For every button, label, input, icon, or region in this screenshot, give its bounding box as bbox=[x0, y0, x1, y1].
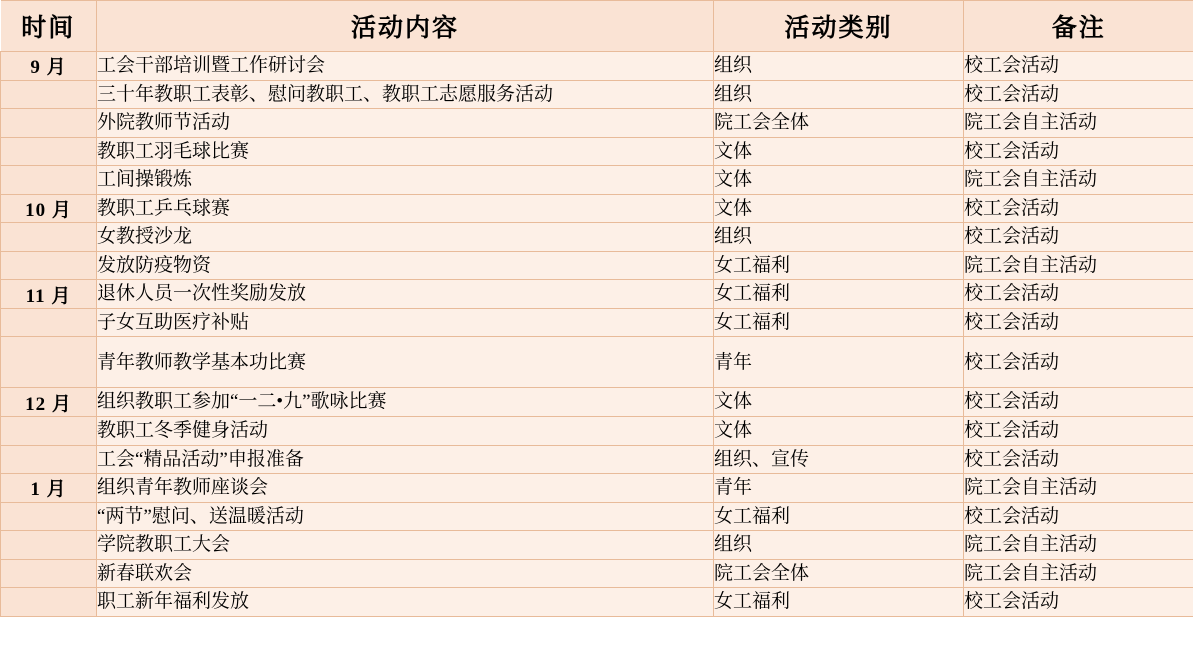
activity-category-cell: 女工福利 bbox=[714, 308, 964, 337]
activity-content-cell: 教职工乒乓球赛 bbox=[97, 194, 714, 223]
column-header-content: 活动内容 bbox=[97, 1, 714, 52]
table-row bbox=[1, 388, 1193, 417]
table-row bbox=[1, 559, 1193, 588]
activity-category-cell: 女工福利 bbox=[714, 251, 964, 280]
activity-category-cell: 女工福利 bbox=[714, 502, 964, 531]
activity-category-cell: 文体 bbox=[714, 137, 964, 166]
month-cell: 1 月 bbox=[1, 474, 97, 503]
activity-note-cell: 院工会自主活动 bbox=[964, 109, 1193, 138]
activity-category-cell: 组织 bbox=[714, 52, 964, 81]
activity-note-cell: 校工会活动 bbox=[964, 502, 1193, 531]
activity-note-cell: 校工会活动 bbox=[964, 417, 1193, 446]
activity-category-cell: 院工会全体 bbox=[714, 559, 964, 588]
activity-category-cell: 院工会全体 bbox=[714, 109, 964, 138]
activity-note-cell: 校工会活动 bbox=[964, 280, 1193, 309]
activity-note-cell: 院工会自主活动 bbox=[964, 559, 1193, 588]
activity-note-cell: 院工会自主活动 bbox=[964, 251, 1193, 280]
month-cell-empty bbox=[1, 251, 97, 280]
table-row bbox=[1, 337, 1193, 388]
month-cell: 10 月 bbox=[1, 194, 97, 223]
month-cell-empty bbox=[1, 588, 97, 617]
activity-category-cell: 女工福利 bbox=[714, 280, 964, 309]
activity-note-cell: 校工会活动 bbox=[964, 588, 1193, 617]
activity-category-cell: 女工福利 bbox=[714, 588, 964, 617]
table-row bbox=[1, 417, 1193, 446]
table-row bbox=[1, 308, 1193, 337]
table-row bbox=[1, 588, 1193, 617]
header-row bbox=[1, 1, 1193, 52]
table-body bbox=[1, 52, 1193, 617]
activity-content-cell: 工会“精品活动”申报准备 bbox=[97, 445, 714, 474]
month-cell-empty bbox=[1, 166, 97, 195]
month-cell-empty bbox=[1, 417, 97, 446]
table-header bbox=[1, 1, 1193, 52]
table-row bbox=[1, 80, 1193, 109]
month-cell: 12 月 bbox=[1, 388, 97, 417]
activity-note-cell: 校工会活动 bbox=[964, 52, 1193, 81]
activity-content-cell: 外院教师节活动 bbox=[97, 109, 714, 138]
activity-note-cell: 校工会活动 bbox=[964, 223, 1193, 252]
activity-content-cell: 教职工羽毛球比赛 bbox=[97, 137, 714, 166]
month-cell-empty bbox=[1, 137, 97, 166]
month-cell-empty bbox=[1, 502, 97, 531]
activity-category-cell: 组织 bbox=[714, 223, 964, 252]
activity-content-cell: 退休人员一次性奖励发放 bbox=[97, 280, 714, 309]
table-row bbox=[1, 194, 1193, 223]
activity-category-cell: 组织、宣传 bbox=[714, 445, 964, 474]
activity-note-cell: 校工会活动 bbox=[964, 337, 1193, 388]
activity-category-cell: 文体 bbox=[714, 417, 964, 446]
activity-content-cell: 教职工冬季健身活动 bbox=[97, 417, 714, 446]
month-cell-empty bbox=[1, 80, 97, 109]
column-header-note: 备注 bbox=[964, 1, 1193, 52]
table-row bbox=[1, 251, 1193, 280]
activity-category-cell: 文体 bbox=[714, 166, 964, 195]
column-header-category: 活动类别 bbox=[714, 1, 964, 52]
table-row bbox=[1, 223, 1193, 252]
column-header-month: 时间 bbox=[1, 1, 97, 52]
activity-content-cell: 学院教职工大会 bbox=[97, 531, 714, 560]
activity-note-cell: 校工会活动 bbox=[964, 308, 1193, 337]
activity-content-cell: 发放防疫物资 bbox=[97, 251, 714, 280]
activity-content-cell: “两节”慰问、送温暖活动 bbox=[97, 502, 714, 531]
activity-note-cell: 院工会自主活动 bbox=[964, 166, 1193, 195]
activity-note-cell: 校工会活动 bbox=[964, 388, 1193, 417]
activity-content-cell: 青年教师教学基本功比赛 bbox=[97, 337, 714, 388]
activity-content-cell: 子女互助医疗补贴 bbox=[97, 308, 714, 337]
month-cell-empty bbox=[1, 109, 97, 138]
activity-content-cell: 组织教职工参加“一二•九”歌咏比赛 bbox=[97, 388, 714, 417]
month-cell-empty bbox=[1, 337, 97, 388]
activity-note-cell: 院工会自主活动 bbox=[964, 531, 1193, 560]
activity-content-cell: 职工新年福利发放 bbox=[97, 588, 714, 617]
activity-category-cell: 文体 bbox=[714, 388, 964, 417]
month-cell: 9 月 bbox=[1, 52, 97, 81]
activity-content-cell: 新春联欢会 bbox=[97, 559, 714, 588]
activity-category-cell: 文体 bbox=[714, 194, 964, 223]
month-cell-empty bbox=[1, 445, 97, 474]
activity-note-cell: 校工会活动 bbox=[964, 137, 1193, 166]
activity-category-cell: 青年 bbox=[714, 337, 964, 388]
table-row bbox=[1, 52, 1193, 81]
activity-category-cell: 组织 bbox=[714, 531, 964, 560]
table-row bbox=[1, 531, 1193, 560]
activity-content-cell: 工会干部培训暨工作研讨会 bbox=[97, 52, 714, 81]
table-row bbox=[1, 137, 1193, 166]
activity-note-cell: 院工会自主活动 bbox=[964, 474, 1193, 503]
activity-content-cell: 三十年教职工表彰、慰问教职工、教职工志愿服务活动 bbox=[97, 80, 714, 109]
month-cell-empty bbox=[1, 559, 97, 588]
activity-category-cell: 组织 bbox=[714, 80, 964, 109]
activity-note-cell: 校工会活动 bbox=[964, 445, 1193, 474]
activity-category-cell: 青年 bbox=[714, 474, 964, 503]
table-row bbox=[1, 445, 1193, 474]
table-row bbox=[1, 280, 1193, 309]
table-row bbox=[1, 166, 1193, 195]
table-row bbox=[1, 502, 1193, 531]
activity-content-cell: 工间操锻炼 bbox=[97, 166, 714, 195]
activity-content-cell: 组织青年教师座谈会 bbox=[97, 474, 714, 503]
activity-note-cell: 校工会活动 bbox=[964, 194, 1193, 223]
activity-content-cell: 女教授沙龙 bbox=[97, 223, 714, 252]
month-cell-empty bbox=[1, 223, 97, 252]
table-row bbox=[1, 474, 1193, 503]
table-row bbox=[1, 109, 1193, 138]
month-cell-empty bbox=[1, 531, 97, 560]
activity-note-cell: 校工会活动 bbox=[964, 80, 1193, 109]
month-cell: 11 月 bbox=[1, 280, 97, 309]
month-cell-empty bbox=[1, 308, 97, 337]
